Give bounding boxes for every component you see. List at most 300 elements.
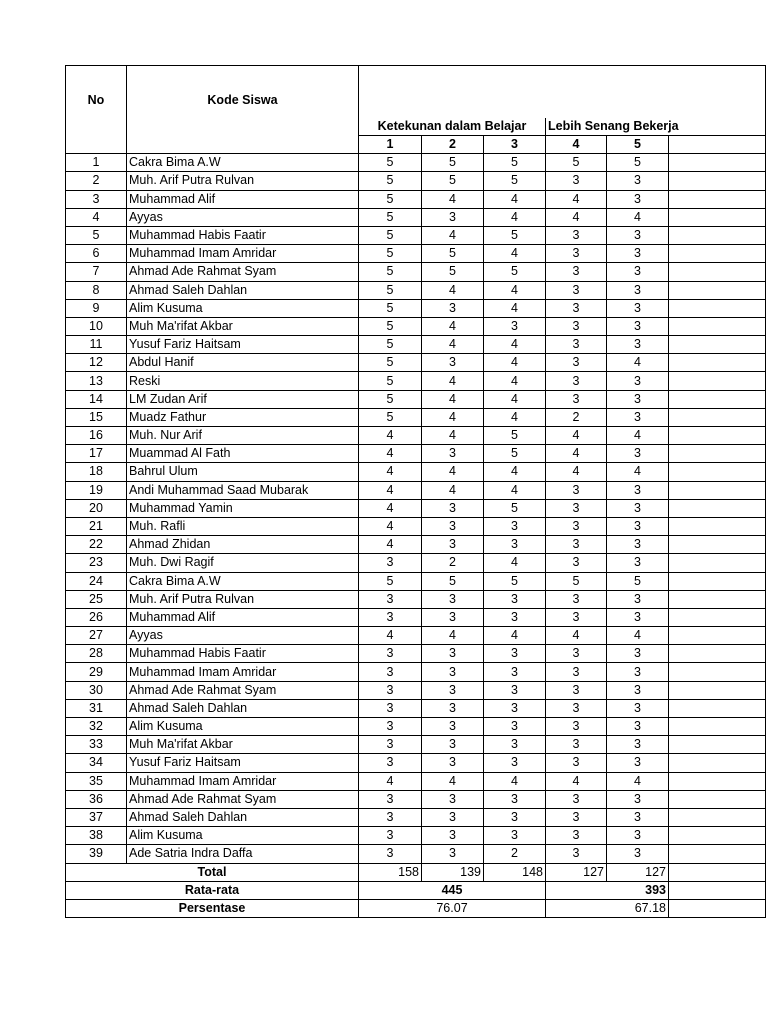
table-row [66, 190, 766, 208]
table-row [66, 790, 766, 808]
row-score-2: 3 [422, 517, 484, 535]
row-score-6 [669, 699, 766, 717]
row-score-1: 3 [359, 554, 422, 572]
row-score-3: 4 [484, 208, 546, 226]
row-score-6 [669, 354, 766, 372]
row-score-5: 4 [607, 208, 669, 226]
row-score-3: 3 [484, 590, 546, 608]
total-value-3: 148 [484, 863, 546, 881]
row-score-1: 4 [359, 517, 422, 535]
table-row [66, 499, 766, 517]
row-student-name: Ahmad Zhidan [127, 536, 359, 554]
row-student-name: Muh. Arif Putra Rulvan [127, 590, 359, 608]
row-student-name: Ahmad Ade Rahmat Syam [127, 790, 359, 808]
spreadsheet-table-area [65, 65, 679, 915]
row-score-6 [669, 554, 766, 572]
row-score-6 [669, 499, 766, 517]
row-score-5: 3 [607, 845, 669, 863]
table-row [66, 772, 766, 790]
total-value-4: 127 [546, 863, 607, 881]
row-score-6 [669, 627, 766, 645]
row-no: 1 [66, 154, 127, 172]
table-row [66, 754, 766, 772]
row-score-3: 4 [484, 190, 546, 208]
row-score-3: 4 [484, 481, 546, 499]
row-score-2: 5 [422, 263, 484, 281]
row-score-2: 4 [422, 627, 484, 645]
row-score-1: 5 [359, 372, 422, 390]
row-score-2: 3 [422, 827, 484, 845]
row-score-2: 4 [422, 481, 484, 499]
row-score-6 [669, 536, 766, 554]
table-row [66, 463, 766, 481]
row-no: 4 [66, 208, 127, 226]
row-no: 35 [66, 772, 127, 790]
table-row [66, 845, 766, 863]
row-score-6 [669, 845, 766, 863]
row-score-3: 3 [484, 754, 546, 772]
row-score-2: 4 [422, 226, 484, 244]
table-row [66, 263, 766, 281]
row-score-2: 3 [422, 590, 484, 608]
header-col-4: 4 [546, 136, 607, 154]
score-table [65, 65, 766, 918]
row-no: 15 [66, 408, 127, 426]
row-score-5: 3 [607, 590, 669, 608]
row-score-2: 5 [422, 572, 484, 590]
row-student-name: Ahmad Ade Rahmat Syam [127, 681, 359, 699]
row-score-6 [669, 481, 766, 499]
average-group-3 [669, 881, 766, 899]
row-score-2: 3 [422, 445, 484, 463]
row-student-name: Andi Muhammad Saad Mubarak [127, 481, 359, 499]
row-student-name: LM Zudan Arif [127, 390, 359, 408]
row-student-name: Muhammad Habis Faatir [127, 645, 359, 663]
row-score-4: 3 [546, 481, 607, 499]
row-score-2: 4 [422, 372, 484, 390]
row-student-name: Cakra Bima A.W [127, 572, 359, 590]
row-no: 20 [66, 499, 127, 517]
row-score-3: 4 [484, 772, 546, 790]
row-score-3: 3 [484, 681, 546, 699]
row-student-name: Ahmad Ade Rahmat Syam [127, 263, 359, 281]
row-no: 21 [66, 517, 127, 535]
row-score-6 [669, 317, 766, 335]
row-score-3: 3 [484, 663, 546, 681]
row-student-name: Muhammad Imam Amridar [127, 245, 359, 263]
row-score-2: 4 [422, 190, 484, 208]
row-score-1: 3 [359, 718, 422, 736]
row-score-1: 5 [359, 336, 422, 354]
row-student-name: Muhammad Alif [127, 190, 359, 208]
header-no: No [66, 66, 127, 136]
row-no: 26 [66, 608, 127, 626]
percentage-group-2: 67.18 [546, 899, 669, 917]
table-row [66, 718, 766, 736]
row-no: 10 [66, 317, 127, 335]
row-score-4: 3 [546, 517, 607, 535]
table-row [66, 808, 766, 826]
row-score-2: 3 [422, 845, 484, 863]
table-row [66, 154, 766, 172]
row-score-1: 5 [359, 299, 422, 317]
row-score-2: 4 [422, 317, 484, 335]
table-row [66, 536, 766, 554]
row-score-4: 3 [546, 263, 607, 281]
table-row [66, 245, 766, 263]
row-score-4: 3 [546, 608, 607, 626]
total-value-1: 158 [359, 863, 422, 881]
row-no: 12 [66, 354, 127, 372]
row-student-name: Cakra Bima A.W [127, 154, 359, 172]
row-score-6 [669, 226, 766, 244]
row-student-name: Muhammad Alif [127, 608, 359, 626]
row-score-4: 3 [546, 808, 607, 826]
row-score-2: 4 [422, 390, 484, 408]
row-score-1: 5 [359, 208, 422, 226]
table-row [66, 427, 766, 445]
row-no: 9 [66, 299, 127, 317]
table-row [66, 226, 766, 244]
header-col-spacer-no [66, 136, 127, 154]
header-blank-band [359, 66, 766, 119]
row-no: 31 [66, 699, 127, 717]
row-score-6 [669, 827, 766, 845]
row-student-name: Abdul Hanif [127, 354, 359, 372]
row-score-2: 3 [422, 699, 484, 717]
row-score-3: 5 [484, 154, 546, 172]
row-score-6 [669, 299, 766, 317]
row-score-3: 5 [484, 263, 546, 281]
row-no: 25 [66, 590, 127, 608]
row-score-5: 3 [607, 445, 669, 463]
row-no: 28 [66, 645, 127, 663]
row-student-name: Muh. Dwi Ragif [127, 554, 359, 572]
row-score-5: 4 [607, 772, 669, 790]
row-score-4: 3 [546, 736, 607, 754]
row-score-5: 3 [607, 681, 669, 699]
row-score-2: 4 [422, 281, 484, 299]
row-score-3: 4 [484, 463, 546, 481]
row-score-5: 3 [607, 536, 669, 554]
row-score-5: 3 [607, 554, 669, 572]
row-score-4: 3 [546, 827, 607, 845]
row-score-5: 3 [607, 226, 669, 244]
row-score-4: 3 [546, 754, 607, 772]
header-col-5: 5 [607, 136, 669, 154]
row-no: 33 [66, 736, 127, 754]
row-score-3: 4 [484, 390, 546, 408]
row-student-name: Ahmad Saleh Dahlan [127, 281, 359, 299]
row-student-name: Muhammad Yamin [127, 499, 359, 517]
row-score-2: 4 [422, 772, 484, 790]
row-score-5: 3 [607, 499, 669, 517]
row-score-5: 3 [607, 663, 669, 681]
row-score-3: 5 [484, 226, 546, 244]
row-score-5: 3 [607, 517, 669, 535]
row-score-3: 3 [484, 317, 546, 335]
row-student-name: Muhammad Imam Amridar [127, 663, 359, 681]
row-score-6 [669, 645, 766, 663]
header-col-spacer-name [127, 136, 359, 154]
table-row [66, 663, 766, 681]
row-score-3: 3 [484, 736, 546, 754]
row-score-4: 3 [546, 681, 607, 699]
row-score-6 [669, 736, 766, 754]
row-no: 34 [66, 754, 127, 772]
row-score-6 [669, 245, 766, 263]
row-score-1: 5 [359, 408, 422, 426]
row-score-4: 3 [546, 226, 607, 244]
table-row [66, 608, 766, 626]
row-score-4: 3 [546, 299, 607, 317]
row-score-1: 4 [359, 445, 422, 463]
row-score-1: 5 [359, 317, 422, 335]
row-score-4: 4 [546, 190, 607, 208]
average-row [66, 881, 766, 899]
row-student-name: Muhammad Habis Faatir [127, 226, 359, 244]
row-score-5: 3 [607, 718, 669, 736]
row-score-5: 3 [607, 336, 669, 354]
row-score-2: 3 [422, 681, 484, 699]
row-score-4: 3 [546, 590, 607, 608]
row-student-name: Alim Kusuma [127, 299, 359, 317]
row-score-5: 3 [607, 754, 669, 772]
row-score-1: 4 [359, 427, 422, 445]
row-score-2: 3 [422, 354, 484, 372]
row-score-3: 4 [484, 299, 546, 317]
row-score-3: 4 [484, 554, 546, 572]
row-score-4: 4 [546, 627, 607, 645]
row-score-6 [669, 172, 766, 190]
total-value-6 [669, 863, 766, 881]
row-score-3: 3 [484, 608, 546, 626]
row-no: 17 [66, 445, 127, 463]
row-score-5: 3 [607, 808, 669, 826]
row-score-5: 3 [607, 372, 669, 390]
row-score-4: 3 [546, 645, 607, 663]
row-score-5: 4 [607, 354, 669, 372]
row-score-3: 3 [484, 517, 546, 535]
row-no: 2 [66, 172, 127, 190]
table-row [66, 590, 766, 608]
row-score-6 [669, 463, 766, 481]
average-group-2: 393 [546, 881, 669, 899]
row-score-3: 3 [484, 699, 546, 717]
row-score-1: 3 [359, 663, 422, 681]
row-score-4: 5 [546, 572, 607, 590]
row-score-2: 2 [422, 554, 484, 572]
row-no: 19 [66, 481, 127, 499]
row-score-1: 5 [359, 281, 422, 299]
row-student-name: Ayyas [127, 627, 359, 645]
total-value-2: 139 [422, 863, 484, 881]
row-score-1: 4 [359, 481, 422, 499]
row-score-5: 3 [607, 645, 669, 663]
row-score-6 [669, 208, 766, 226]
row-score-1: 4 [359, 627, 422, 645]
row-score-4: 3 [546, 390, 607, 408]
row-no: 37 [66, 808, 127, 826]
row-score-2: 5 [422, 154, 484, 172]
row-score-1: 4 [359, 772, 422, 790]
row-score-6 [669, 772, 766, 790]
row-score-5: 5 [607, 572, 669, 590]
row-score-5: 3 [607, 299, 669, 317]
percentage-group-3 [669, 899, 766, 917]
row-no: 30 [66, 681, 127, 699]
row-score-6 [669, 336, 766, 354]
row-score-2: 3 [422, 790, 484, 808]
row-score-6 [669, 572, 766, 590]
row-score-6 [669, 663, 766, 681]
row-score-4: 4 [546, 463, 607, 481]
row-score-2: 3 [422, 808, 484, 826]
row-score-2: 3 [422, 536, 484, 554]
row-student-name: Ayyas [127, 208, 359, 226]
row-student-name: Muh. Rafli [127, 517, 359, 535]
row-score-6 [669, 754, 766, 772]
row-score-6 [669, 281, 766, 299]
row-score-2: 3 [422, 208, 484, 226]
row-score-5: 3 [607, 190, 669, 208]
average-label: Rata-rata [66, 881, 359, 899]
row-score-3: 4 [484, 372, 546, 390]
row-score-3: 3 [484, 790, 546, 808]
row-score-4: 3 [546, 845, 607, 863]
row-score-5: 3 [607, 390, 669, 408]
row-score-6 [669, 590, 766, 608]
row-score-4: 2 [546, 408, 607, 426]
row-student-name: Muh. Nur Arif [127, 427, 359, 445]
row-score-4: 3 [546, 663, 607, 681]
row-score-4: 4 [546, 208, 607, 226]
table-body [66, 66, 766, 918]
row-score-3: 2 [484, 845, 546, 863]
row-student-name: Ade Satria Indra Daffa [127, 845, 359, 863]
row-score-6 [669, 372, 766, 390]
row-score-6 [669, 408, 766, 426]
row-student-name: Muhammad Imam Amridar [127, 772, 359, 790]
row-score-4: 3 [546, 354, 607, 372]
table-row [66, 281, 766, 299]
row-student-name: Muh Ma'rifat Akbar [127, 317, 359, 335]
row-score-4: 4 [546, 445, 607, 463]
row-score-6 [669, 190, 766, 208]
header-group-ketekunan: Ketekunan dalam Belajar [359, 118, 546, 136]
table-row [66, 827, 766, 845]
row-score-2: 3 [422, 608, 484, 626]
average-group-1: 445 [359, 881, 546, 899]
header-col-3: 3 [484, 136, 546, 154]
row-score-2: 4 [422, 463, 484, 481]
row-score-2: 3 [422, 299, 484, 317]
table-row [66, 699, 766, 717]
row-score-3: 4 [484, 336, 546, 354]
row-score-2: 3 [422, 754, 484, 772]
row-score-4: 3 [546, 699, 607, 717]
row-student-name: Bahrul Ulum [127, 463, 359, 481]
table-row [66, 517, 766, 535]
row-score-5: 3 [607, 172, 669, 190]
total-row [66, 863, 766, 881]
row-score-3: 3 [484, 808, 546, 826]
percentage-label: Persentase [66, 899, 359, 917]
row-score-1: 5 [359, 172, 422, 190]
table-row [66, 372, 766, 390]
header-col-2: 2 [422, 136, 484, 154]
row-score-3: 3 [484, 536, 546, 554]
row-score-1: 5 [359, 263, 422, 281]
row-score-6 [669, 427, 766, 445]
row-score-5: 4 [607, 427, 669, 445]
table-row [66, 554, 766, 572]
row-score-5: 4 [607, 463, 669, 481]
row-score-1: 3 [359, 808, 422, 826]
row-score-4: 4 [546, 772, 607, 790]
row-score-4: 5 [546, 154, 607, 172]
table-row [66, 208, 766, 226]
row-score-6 [669, 517, 766, 535]
row-score-5: 3 [607, 608, 669, 626]
row-student-name: Muh Ma'rifat Akbar [127, 736, 359, 754]
row-no: 7 [66, 263, 127, 281]
header-row-cols [66, 136, 766, 154]
row-score-1: 5 [359, 572, 422, 590]
row-no: 32 [66, 718, 127, 736]
row-score-6 [669, 808, 766, 826]
row-no: 3 [66, 190, 127, 208]
row-score-4: 3 [546, 372, 607, 390]
row-student-name: Yusuf Fariz Haitsam [127, 336, 359, 354]
row-score-3: 5 [484, 572, 546, 590]
row-score-6 [669, 608, 766, 626]
row-score-1: 3 [359, 754, 422, 772]
row-student-name: Alim Kusuma [127, 718, 359, 736]
row-score-6 [669, 390, 766, 408]
row-student-name: Ahmad Saleh Dahlan [127, 699, 359, 717]
row-score-1: 3 [359, 736, 422, 754]
row-score-3: 4 [484, 408, 546, 426]
row-score-6 [669, 681, 766, 699]
total-value-5: 127 [607, 863, 669, 881]
row-score-5: 3 [607, 699, 669, 717]
row-score-1: 5 [359, 354, 422, 372]
row-score-1: 3 [359, 645, 422, 663]
percentage-row [66, 899, 766, 917]
row-student-name: Yusuf Fariz Haitsam [127, 754, 359, 772]
table-row [66, 736, 766, 754]
row-score-1: 5 [359, 190, 422, 208]
row-score-3: 5 [484, 427, 546, 445]
row-score-4: 4 [546, 427, 607, 445]
header-col-6 [669, 136, 766, 154]
table-row [66, 390, 766, 408]
row-student-name: Muammad Al Fath [127, 445, 359, 463]
table-row [66, 336, 766, 354]
row-score-4: 3 [546, 317, 607, 335]
header-col-1: 1 [359, 136, 422, 154]
row-no: 23 [66, 554, 127, 572]
row-score-5: 3 [607, 245, 669, 263]
row-no: 22 [66, 536, 127, 554]
row-score-3: 5 [484, 172, 546, 190]
row-no: 13 [66, 372, 127, 390]
row-score-2: 3 [422, 736, 484, 754]
row-score-2: 3 [422, 663, 484, 681]
row-score-4: 3 [546, 536, 607, 554]
percentage-group-1: 76.07 [359, 899, 546, 917]
